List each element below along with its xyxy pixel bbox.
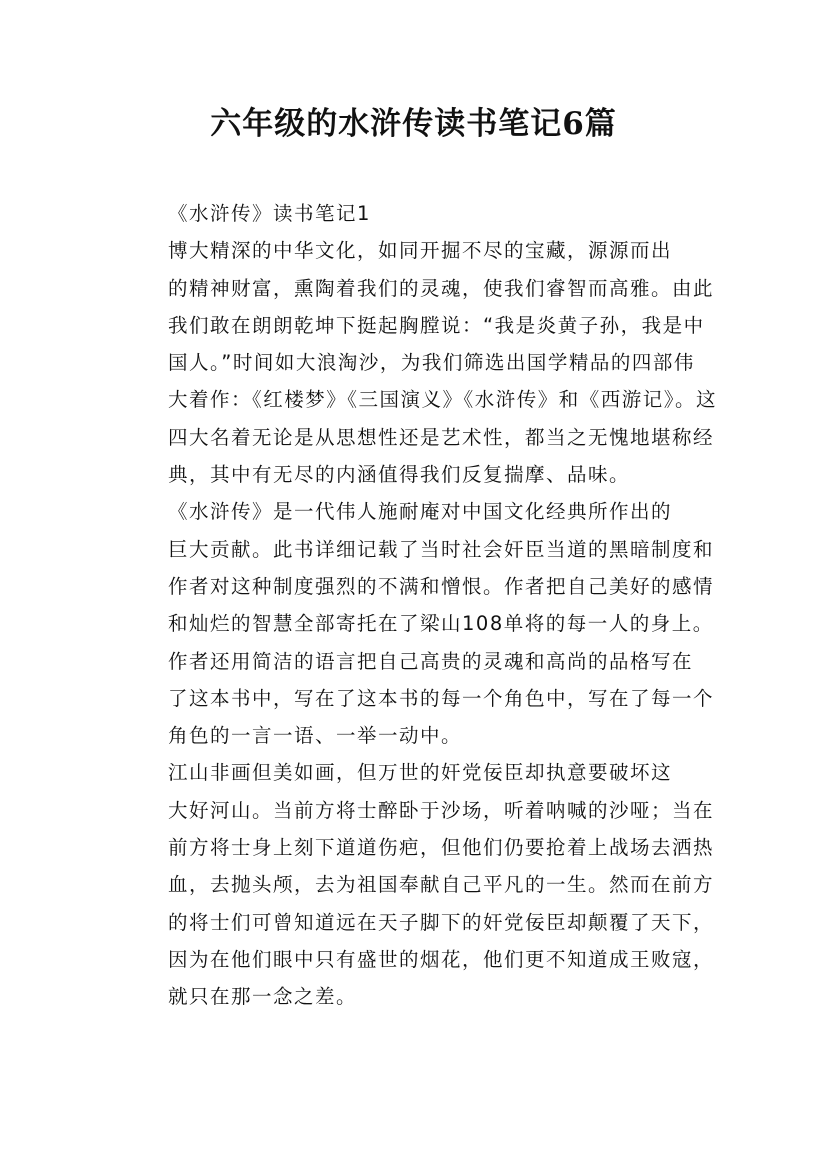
- paragraph-line: 《水浒传》是一代伟人施耐庵对中国文化经典所作出的: [168, 500, 673, 524]
- paragraph-line: 和灿烂的智慧全部寄托在了梁山108单将的每一人的身上。: [168, 612, 714, 636]
- paragraph-line: 巨大贡献。此书详细记载了当时社会奸臣当道的黑暗制度和: [168, 537, 715, 561]
- paragraph-line: 前方将士身上刻下道道伤疤，但他们仍要抢着上战场去洒热: [168, 836, 715, 860]
- paragraph-line: 的精神财富，熏陶着我们的灵魂，使我们睿智而高雅。由此: [168, 276, 715, 300]
- paragraph-3: [128, 754, 715, 1015]
- document-body: [128, 195, 718, 1016]
- paragraph-1: [128, 232, 718, 493]
- paragraph-line: 我们敢在朗朗乾坤下挺起胸膛说：“我是炎黄子孙，我是中: [168, 313, 705, 337]
- paragraph-line: 典，其中有无尽的内涵值得我们反复揣摩、品味。: [168, 463, 631, 487]
- paragraph-line: 的将士们可曾知道远在天子脚下的奸党佞臣却颠覆了天下，: [168, 910, 715, 934]
- paragraph-line: 了这本书中，写在了这本书的每一个角色中，写在了每一个: [168, 686, 715, 710]
- paragraph-line: 因为在他们眼中只有盛世的烟花，他们更不知道成王败寇，: [168, 947, 715, 971]
- paragraph-line: 四大名着无论是从思想性还是艺术性，都当之无愧地堪称经: [168, 425, 715, 449]
- paragraph-line: 大着作：《红楼梦》《三国演义》《水浒传》和《西游记》。这: [168, 388, 718, 412]
- paragraph-line: 国人。”时间如大浪淘沙，为我们筛选出国学精品的四部伟: [168, 351, 695, 375]
- paragraph-2: [128, 493, 715, 754]
- section-heading: 《水浒传》读书笔记1: [168, 202, 371, 225]
- document-title: 六年级的水浒传读书笔记6篇: [210, 106, 617, 142]
- paragraph-line: 角色的一言一语、一举一动中。: [168, 724, 463, 748]
- paragraph-line: 博大精深的中华文化，如同开掘不尽的宝藏，源源而出: [168, 239, 673, 263]
- paragraph-line: 血，去抛头颅，去为祖国奉献自己平凡的一生。然而在前方: [168, 873, 715, 897]
- paragraph-line: 江山非画但美如画，但万世的奸党佞臣却执意要破坏这: [168, 761, 673, 785]
- paragraph-line: 作者还用简洁的语言把自己高贵的灵魂和高尚的品格写在: [168, 649, 694, 673]
- paragraph-line: 大好河山。当前方将士醉卧于沙场，听着呐喊的沙哑；当在: [168, 798, 715, 822]
- paragraph-line: 就只在那一念之差。: [168, 985, 358, 1009]
- paragraph-line: 作者对这种制度强烈的不满和憎恨。作者把自己美好的感情: [168, 574, 715, 598]
